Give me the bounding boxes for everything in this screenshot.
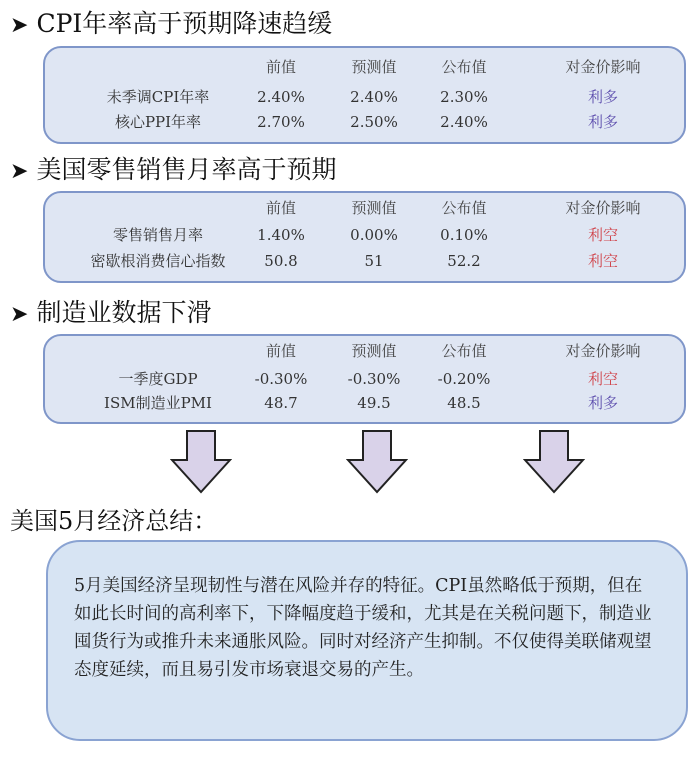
row-forecast: -0.30% bbox=[347, 370, 401, 388]
header-impact: 对金价影响 bbox=[565, 342, 641, 360]
row-published: 2.40% bbox=[440, 113, 488, 131]
section-title-text: 美国零售销售月率高于预期 bbox=[36, 155, 337, 184]
arrow-bullet-icon: ➤ bbox=[10, 13, 29, 38]
header-impact: 对金价影响 bbox=[565, 199, 641, 217]
row-published: 48.5 bbox=[447, 394, 481, 412]
arrow-bullet-icon: ➤ bbox=[10, 302, 29, 327]
row-impact: 利空 bbox=[587, 370, 618, 388]
row-name: 未季调CPI年率 bbox=[106, 88, 210, 106]
down-arrow-icon bbox=[346, 430, 408, 494]
row-published: 2.30% bbox=[440, 88, 488, 106]
summary-title: 美国5月经济总结： bbox=[10, 507, 218, 535]
row-impact: 利多 bbox=[587, 88, 618, 106]
row-prev: 2.40% bbox=[257, 88, 305, 106]
section-title-manufacturing bbox=[10, 298, 211, 330]
header-forecast: 预测值 bbox=[351, 58, 397, 76]
down-arrow-icon bbox=[523, 430, 585, 494]
header-published: 公布值 bbox=[441, 199, 487, 217]
section-title-retail bbox=[10, 155, 336, 187]
header-forecast: 预测值 bbox=[351, 342, 397, 360]
row-impact: 利空 bbox=[587, 252, 618, 270]
row-name: 核心PPI年率 bbox=[114, 113, 202, 131]
header-prev: 前值 bbox=[265, 58, 296, 76]
row-impact: 利多 bbox=[587, 113, 618, 131]
row-published: -0.20% bbox=[437, 370, 491, 388]
row-forecast: 49.5 bbox=[357, 394, 391, 412]
row-name: 一季度GDP bbox=[118, 370, 198, 388]
row-published: 0.10% bbox=[440, 226, 488, 244]
row-forecast: 51 bbox=[364, 252, 384, 270]
down-arrow-icon bbox=[170, 430, 232, 494]
row-forecast: 0.00% bbox=[350, 226, 398, 244]
row-name: 零售销售月率 bbox=[112, 226, 203, 244]
row-prev: 50.8 bbox=[264, 252, 298, 270]
row-prev: 2.70% bbox=[257, 113, 305, 131]
data-panel-cpi bbox=[43, 46, 686, 144]
header-published: 公布值 bbox=[441, 342, 487, 360]
row-forecast: 2.40% bbox=[350, 88, 398, 106]
row-name: 密歇根消费信心指数 bbox=[90, 252, 226, 270]
summary-box bbox=[46, 540, 688, 741]
row-prev: 1.40% bbox=[257, 226, 305, 244]
header-prev: 前值 bbox=[265, 199, 296, 217]
row-forecast: 2.50% bbox=[350, 113, 398, 131]
row-impact: 利多 bbox=[587, 394, 618, 412]
row-name: ISM制造业PMI bbox=[104, 394, 212, 412]
section-title-text: CPI年率高于预期降速趋缓 bbox=[36, 9, 333, 38]
header-impact: 对金价影响 bbox=[565, 58, 641, 76]
header-published: 公布值 bbox=[441, 58, 487, 76]
row-prev: -0.30% bbox=[254, 370, 308, 388]
summary-text: 5月美国经济呈现韧性与潜在风险并存的特征。CPI虽然略低于预期，但在如此长时间的高利率下，下降幅度趋于缓和，尤其是在关税问题下，制造业囤货行为或推升未来通胀风险。同时对经济产生抑制。不仅使得美联储观望态度延续，而且易引发市场衰退交易的产生。 bbox=[74, 576, 652, 680]
header-forecast: 预测值 bbox=[351, 199, 397, 217]
data-panel-manufacturing bbox=[43, 334, 686, 424]
section-title-text: 制造业数据下滑 bbox=[36, 298, 212, 327]
row-prev: 48.7 bbox=[264, 394, 298, 412]
arrow-bullet-icon: ➤ bbox=[10, 159, 29, 184]
row-published: 52.2 bbox=[447, 252, 481, 270]
section-title-cpi bbox=[10, 9, 332, 41]
data-panel-retail bbox=[43, 191, 686, 283]
row-impact: 利空 bbox=[587, 226, 618, 244]
header-prev: 前值 bbox=[265, 342, 296, 360]
